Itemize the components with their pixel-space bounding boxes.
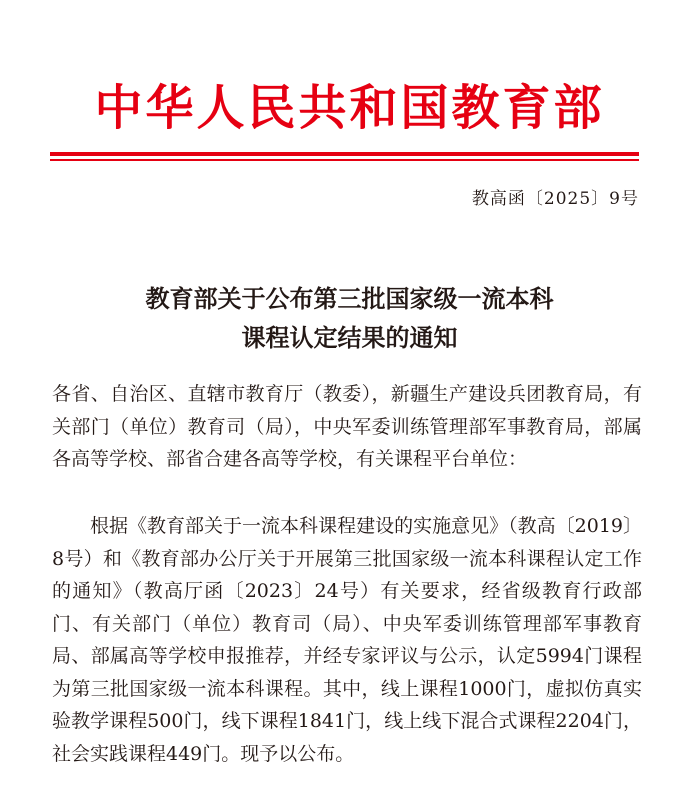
document-number: 教高函〔2025〕9号: [471, 189, 639, 209]
addressees-paragraph: 各省、自治区、直辖市教育厅（教委），新疆生产建设兵团教育局，有关部门（单位）教育司（局），中央军委训练管理部军事教育局，部属各高等学校、部省合建各高等学校，有关课程平台单位：: [52, 383, 642, 470]
notice-title-line-1: 教育部关于公布第三批国家级一流本科: [145, 285, 554, 313]
red-divider-thin: [50, 159, 639, 161]
issuer-header: 中华人民共和国教育部: [94, 80, 605, 136]
red-divider-thick: [50, 152, 639, 156]
notice-title-line-2: 课程认定结果的通知: [241, 324, 458, 352]
body-paragraph-1: 根据《教育部关于一流本科课程建设的实施意见》（教高〔2019〕8号）和《教育部办公厅关于开展第三批国家级一流本科课程认定工作的通知》（教高厅函〔2023〕24号）有关要求，经省级教育行政部门、有关部门（单位）教育司（局）、中央军委训练管理部军事教育局、部属高等学校申报推荐，并经专家评议与公示，认定5994门课程为第三批国家级一流本科课程。其中，线上课程1000门，虚拟仿真实验教学课程500门，线下课程1841门，线上线下混合式课程2204门，社会实践课程449门。现予以公布。: [52, 515, 642, 765]
